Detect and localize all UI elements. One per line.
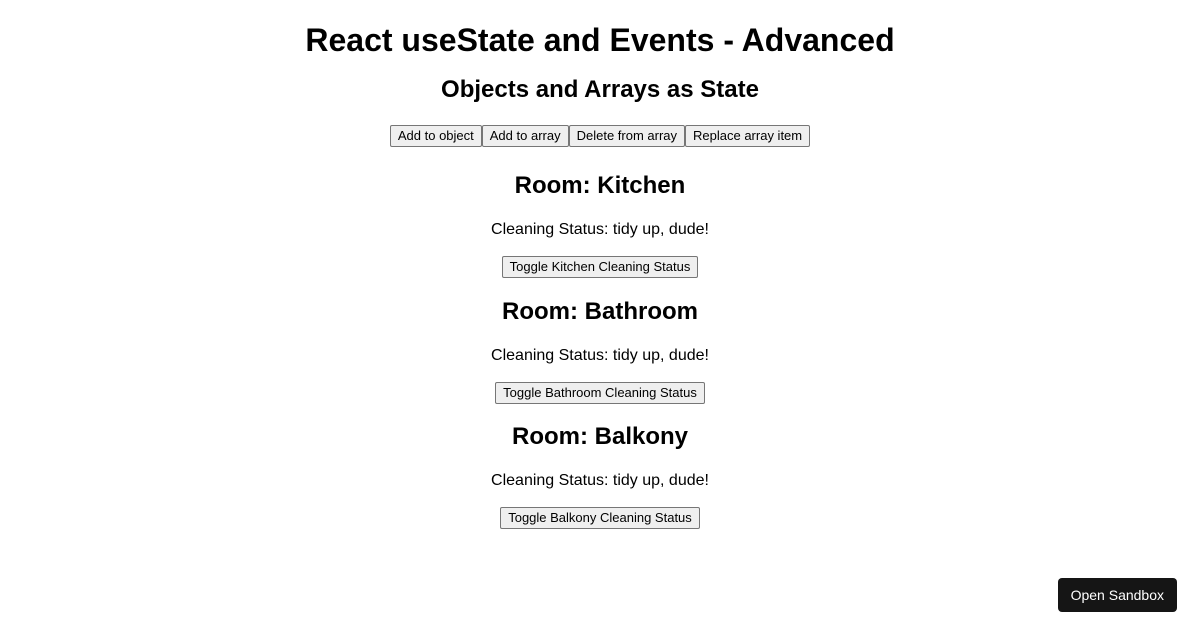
room-heading: Room: Bathroom [502,298,698,325]
room-bathroom [0,297,1200,404]
toggle-bathroom-status-button[interactable]: Toggle Bathroom Cleaning Status [495,382,705,404]
delete-from-array-button[interactable]: Delete from array [569,125,685,147]
cleaning-status: Cleaning Status: tidy up, dude! [491,472,709,489]
toggle-wrap [0,507,1200,529]
section-title: Objects and Arrays as State [441,76,759,103]
toggle-wrap [0,382,1200,404]
toggle-wrap [0,256,1200,278]
replace-array-item-button[interactable]: Replace array item [685,125,810,147]
page-title: React useState and Events - Advanced [305,22,895,58]
toolbar [0,125,1200,147]
cleaning-status: Cleaning Status: tidy up, dude! [491,347,709,364]
cleaning-status: Cleaning Status: tidy up, dude! [491,221,709,238]
add-to-object-button[interactable]: Add to object [390,125,482,147]
room-heading: Room: Kitchen [514,172,686,199]
add-to-array-button[interactable]: Add to array [482,125,569,147]
open-sandbox-button[interactable]: Open Sandbox [1058,578,1177,612]
room-heading: Room: Balkony [511,423,688,450]
toggle-kitchen-status-button[interactable]: Toggle Kitchen Cleaning Status [502,256,699,278]
room-balkony [0,422,1200,529]
room-kitchen [0,171,1200,278]
toggle-balkony-status-button[interactable]: Toggle Balkony Cleaning Status [500,507,700,529]
